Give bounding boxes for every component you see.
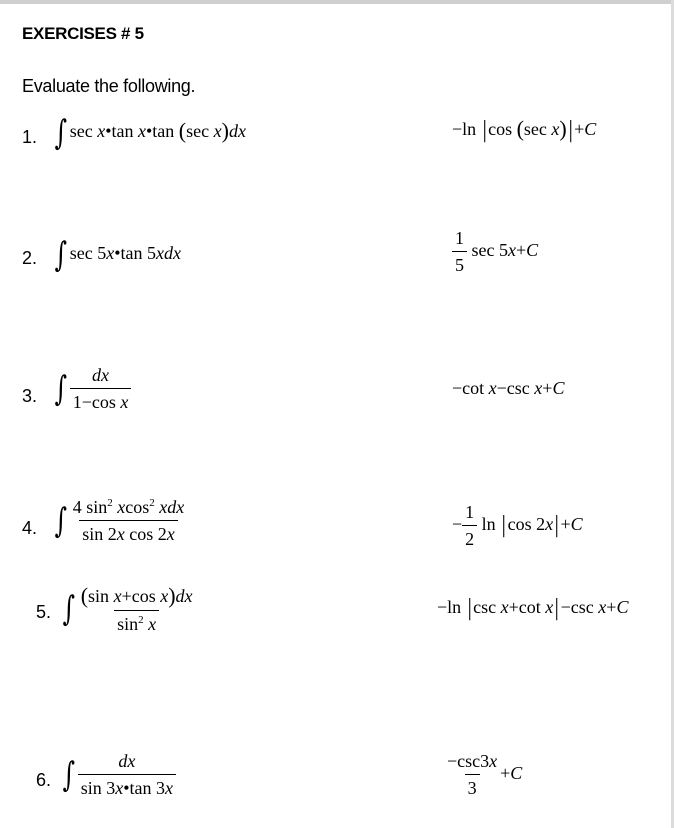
exercise-6-answer: $\frac{-\csc 3x}{3}$ +C (447, 751, 523, 798)
exercise-1-answer: −ln |cos (sec x)|+C (452, 116, 597, 143)
exercise-4-problem: ∫ $\frac{4 \sin^2 xcos^2 xdx}{\text{sin 2x cos 2x}}$ (54, 497, 185, 544)
exercise-number-1: 1. (22, 127, 38, 147)
exercise-heading: EXERCISES # 5 (22, 24, 144, 43)
exercise-number-2: 2. (22, 248, 38, 268)
exercise-2-problem: ∫ sec 5x•tan 5xdx (54, 235, 181, 275)
exercise-3-problem: ∫ $\frac{dx}{\text{1−cos x}}$ (52, 365, 131, 412)
exercise-number-3: 3. (22, 386, 38, 406)
exercise-number-4: 4. (22, 518, 38, 538)
exercise-number-6: 6. (36, 770, 52, 790)
exercise-6-problem: ∫ $\frac{dx}{\sin 3x•\tan 3x}$ (60, 751, 176, 798)
exercise-2-answer: $\frac{1}{5}$ sec 5x+C (452, 228, 538, 275)
instruction-text: Evaluate the following. (22, 76, 196, 96)
exercise-1-problem: ∫ sec x•tan x•tan (sec x)dx (54, 113, 246, 153)
exercise-3-answer: −cot x−csc x+C (452, 378, 565, 398)
top-border (0, 0, 674, 4)
exercise-number-5: 5. (36, 602, 52, 622)
exercise-5-problem: ∫ $\frac{\text{(sin x+cos x)dx}}{\sin^2 x}$ (62, 583, 193, 635)
exercise-4-answer: − $\frac{1}{2}$ ln |cos 2x|+C (452, 502, 583, 549)
exercise-5-answer: −ln |csc x+cot x|−csc x+C (437, 596, 629, 621)
